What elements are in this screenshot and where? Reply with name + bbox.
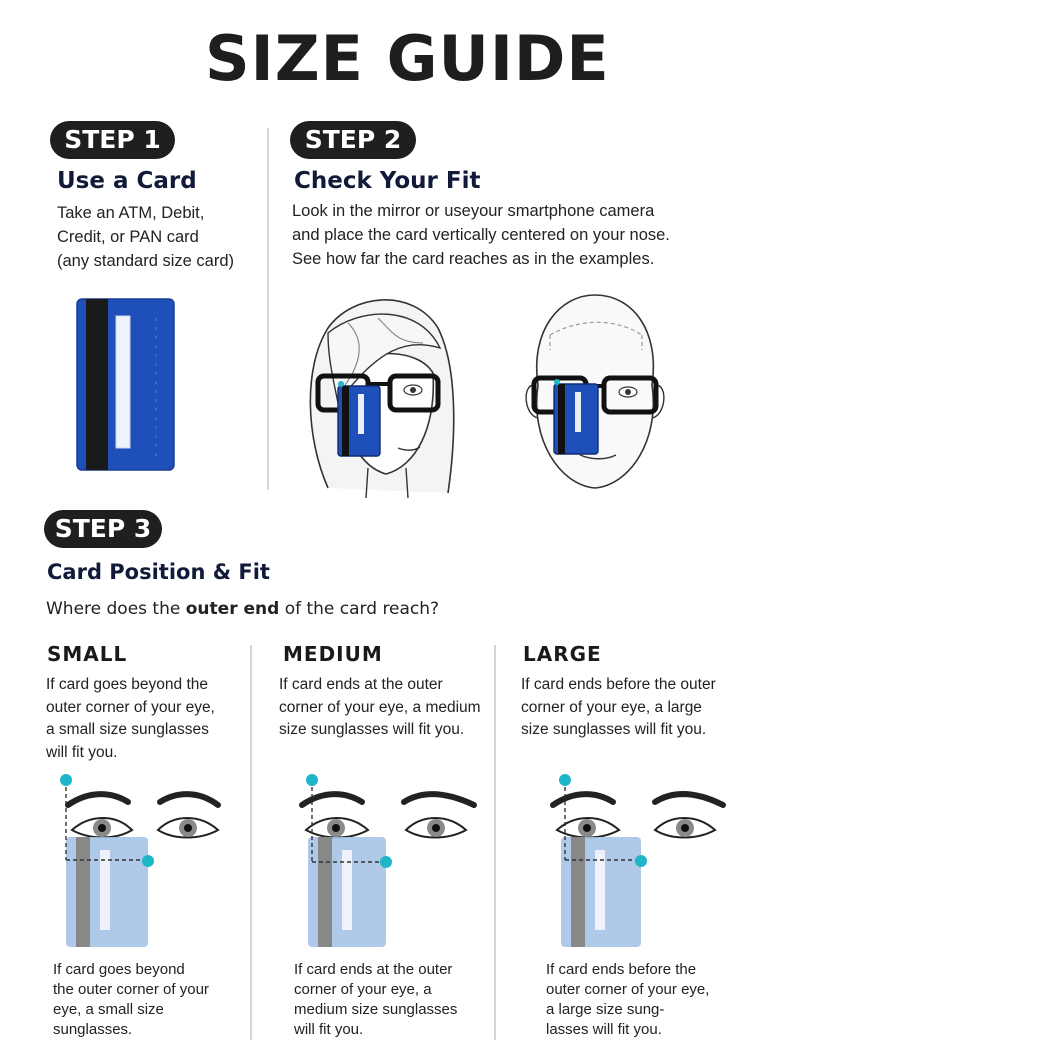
size-small-line-3: a small size sunglasses <box>46 721 209 738</box>
size-small-footer <box>53 960 209 1040</box>
size-medium-footer-4: will fit you. <box>294 1021 364 1038</box>
size-medium-line-2: corner of your eye, a medium <box>279 698 481 716</box>
size-small-footer-1: If card goes beyond <box>53 961 185 978</box>
step2-description <box>292 199 670 271</box>
step3-question <box>46 597 439 621</box>
size-large-line-2: corner of your eye, a large <box>521 698 702 716</box>
size-large-line-1: If card ends before the outer <box>521 676 716 693</box>
step2-heading: Check Your Fit <box>294 168 481 194</box>
size-divider-1 <box>250 645 252 1040</box>
step-divider <box>267 128 269 490</box>
size-medium-label: MEDIUM <box>283 642 383 666</box>
size-small-footer-3: eye, a small size <box>53 1001 164 1018</box>
man-face-illustration <box>520 290 670 500</box>
size-medium-description <box>279 674 481 742</box>
step3-question-bold: outer end <box>185 599 280 619</box>
step2-line-3: See how far the card reaches as in the examples. <box>292 250 655 268</box>
size-medium-eye-illustration <box>294 770 484 950</box>
size-medium-line-3: size sunglasses will fit you. <box>279 721 465 738</box>
size-medium-footer-1: If card ends at the outer <box>294 961 453 978</box>
step1-badge: STEP 1 <box>50 121 175 159</box>
step3-question-post: of the card reach? <box>279 599 440 619</box>
size-large-footer-3: a large size sung- <box>546 1001 665 1018</box>
size-large-line-3: size sunglasses will fit you. <box>521 721 707 738</box>
step1-heading: Use a Card <box>57 168 197 194</box>
size-small-line-2: outer corner of your eye, <box>46 698 215 716</box>
step3-question-pre: Where does the <box>46 599 186 619</box>
size-large-label: LARGE <box>523 642 602 666</box>
size-small-line-1: If card goes beyond the <box>46 676 209 693</box>
size-divider-2 <box>494 645 496 1040</box>
size-large-footer-4: lasses will fit you. <box>546 1021 662 1038</box>
step1-line-2: Credit, or PAN card <box>57 228 199 246</box>
page-title: SIZE GUIDE <box>205 22 610 95</box>
card-illustration <box>76 298 176 472</box>
step1-line-3: (any standard size card) <box>57 252 234 270</box>
size-medium-line-1: If card ends at the outer <box>279 676 443 693</box>
step3-heading: Card Position & Fit <box>47 560 270 584</box>
size-large-eye-illustration <box>545 770 735 950</box>
size-small-footer-4: sunglasses. <box>53 1021 133 1038</box>
size-medium-footer-2: corner of your eye, a <box>294 981 432 998</box>
size-medium-footer-3: medium size sunglasses <box>294 1001 458 1018</box>
size-large-footer-1: If card ends before the <box>546 961 697 978</box>
step1-description <box>57 201 234 273</box>
size-small-label: SMALL <box>47 642 128 666</box>
size-medium-footer <box>294 960 457 1040</box>
size-large-description <box>521 674 716 742</box>
size-small-line-4: will fit you. <box>46 743 118 761</box>
size-small-footer-2: the outer corner of your <box>53 981 209 998</box>
size-large-footer-2: outer corner of your eye, <box>546 981 710 998</box>
step1-line-1: Take an ATM, Debit, <box>57 204 205 222</box>
step3-badge: STEP 3 <box>44 510 162 548</box>
size-large-footer <box>546 960 709 1040</box>
woman-face-illustration <box>298 288 458 503</box>
size-small-eye-illustration <box>50 770 230 950</box>
step2-line-2: and place the card vertically centered on your nose. <box>292 226 670 244</box>
step2-badge: STEP 2 <box>290 121 416 159</box>
size-small-description <box>46 674 215 764</box>
step2-line-1: Look in the mirror or useyour smartphone camera <box>292 202 655 220</box>
